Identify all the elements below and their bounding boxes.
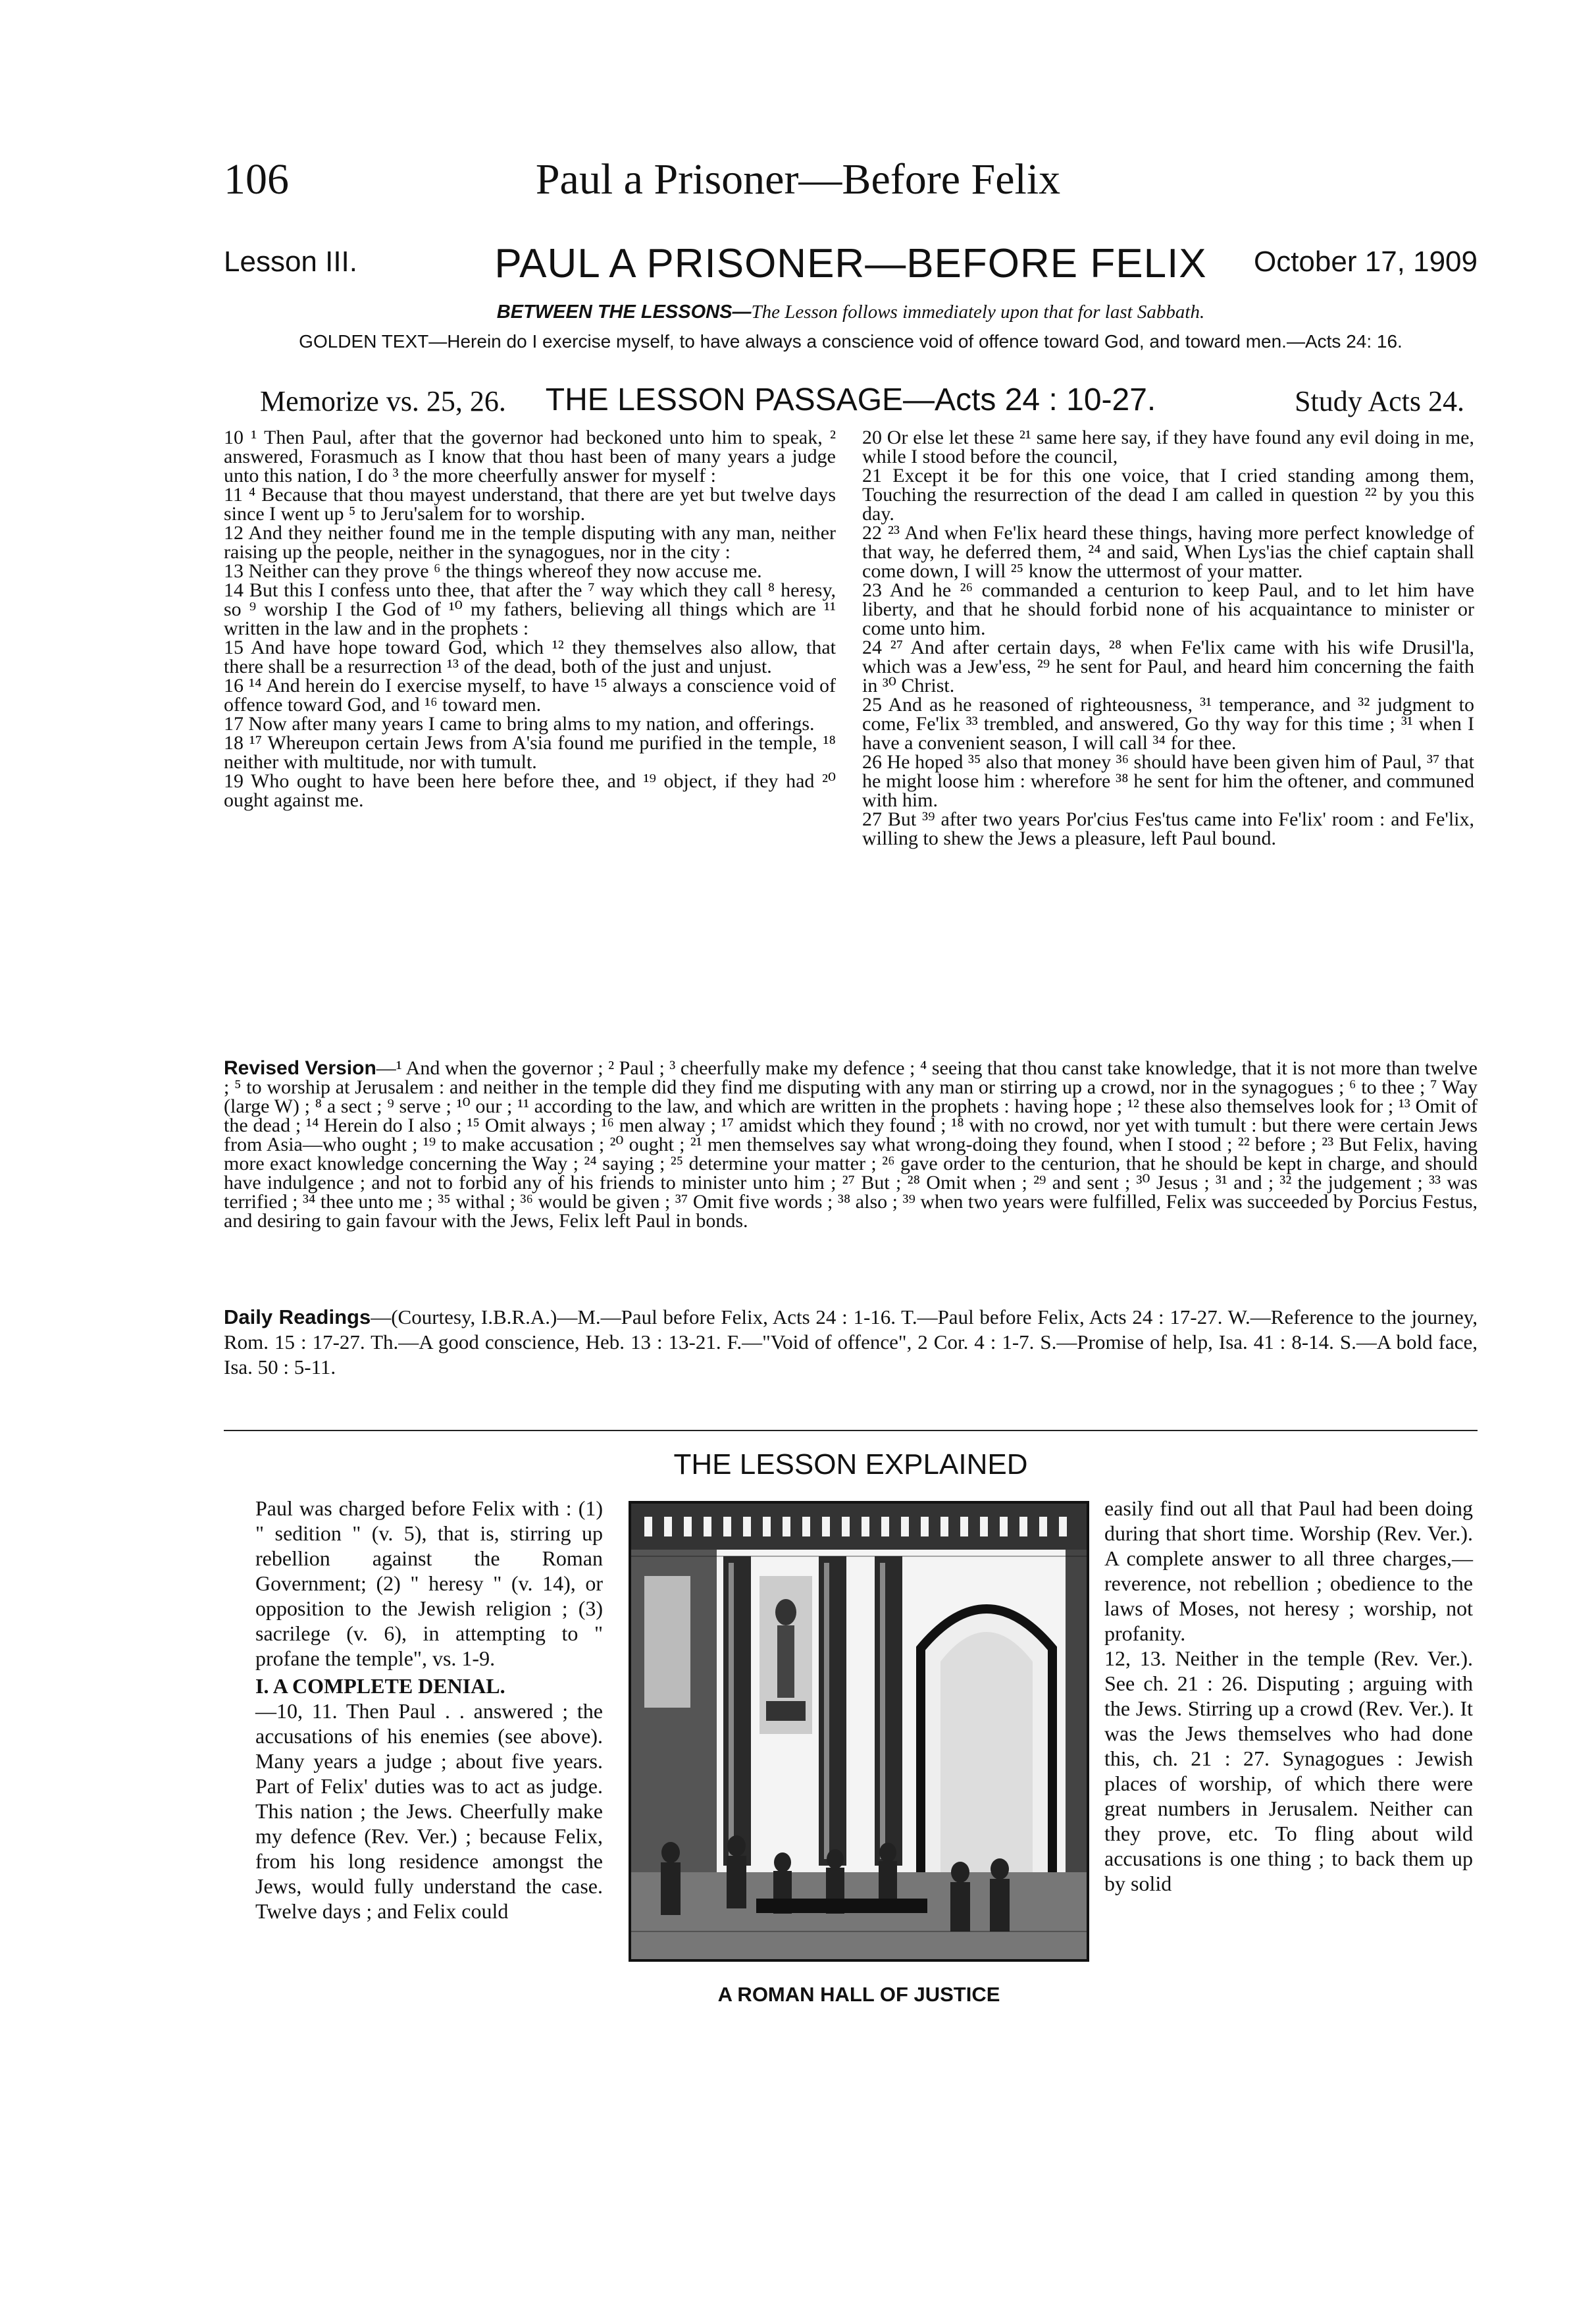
study-note: Study Acts 24. <box>1295 385 1464 417</box>
revised-label: Revised Version <box>224 1057 376 1079</box>
daily-label: Daily Readings <box>224 1305 371 1328</box>
between-label: BETWEEN THE LESSONS— <box>496 302 752 323</box>
explained-left-column <box>255 1496 603 1924</box>
verse: 19 Who ought to have been here before thee, and ¹⁹ object, if they had ²⁰ ought against me. <box>224 770 836 811</box>
lesson-line <box>224 240 1478 286</box>
explained-paragraph: 12, 13. Neither in the temple (Rev. Ver.). See ch. 21 : 26. Disputing ; arguing with the Jews. Stirring up a crowd (Rev. Ver.). It was the Jews themselves who had done this, ch. 21 : 27. Synagogues : Jewish places of worship, of which there were great numbers in Jerusalem. Neither can they prove, etc. To fling about wild accusations is one thing ; to back them up by solid <box>1104 1646 1473 1895</box>
verse: 18 ¹⁷ Whereupon certain Jews from A'sia found me purified in the temple, ¹⁸ neither with multitude, nor with tumult. <box>224 732 836 773</box>
verse: 21 Except it be for this one voice, that I cried standing among them, Touching the resurrection of the dead I am called in question ²² by you this day. <box>862 465 1474 525</box>
verse: 16 ¹⁴ And herein do I exercise myself, to have ¹⁵ always a conscience void of offence toward God, and ¹⁶ toward men. <box>224 675 836 716</box>
verse: 17 Now after many years I came to bring alms to my nation, and offerings. <box>224 713 815 735</box>
revised-text: —¹ And when the governor ; ² Paul ; ³ cheerfully make my defence ; ⁴ seeing that thou canst take knowledge, that it is not more than twelve ; ⁵ to worship at Jerusalem : and neither in the temple did they find me disputing with any man or stirring up a crowd, nor in the synagogues ; ⁶ to thee ; ⁷ Way (large W) ; ⁸ a sect ; ⁹ serve ; ¹⁰ our ; ¹¹ according to the law, and which are written in the prophets : having hope ; ¹² these also themselves look for ; ¹³ Omit of the dead ; ¹⁴ Herein do I also ; ¹⁵ Omit always ; ¹⁶ men alway ; ¹⁷ amidst which they found ; ¹⁸ with no crowd, nor yet with tumult : but there were certain Jews from Asia—who ought ; ¹⁹ to make accusation ; ²⁰ ought ; ²¹ men themselves say what wrong-doing they found, when I stood ; ²² before ; ²³ But Felix, having more exact knowledge concerning the Way ; ²⁴ saying ; ²⁵ determine your matter ; ²⁶ gave order to the centurion, that he should be kept in charge, and should have indulgence ; and not to forbid any of his friends to minister unto him ; ²⁷ But ; ²⁸ Omit when ; ²⁹ and sent ; ³⁰ Jesus ; ³¹ and ; ³² the judgement ; ³³ was terrified ; ³⁴ thee unto me ; ³⁵ withal ; ³⁶ would be given ; ³⁷ Omit five words ; ³⁸ also ; ³⁹ when two years were fulfilled, Felix was succeeded by Porcius Festus, and desiring to gain favour with the Jews, Felix left Paul in bonds. <box>224 1057 1478 1232</box>
running-head <box>0 155 1596 214</box>
verse: 25 And as he reasoned of righteousness, ³¹ temperance, and ³² judgment to come, Fe'lix ³³ trembled, and answered, Go thy way for this time ; ³¹ when I have a convenient season, I will call ³⁴ for thee. <box>862 694 1474 754</box>
memorize-note: Memorize vs. 25, 26. <box>260 385 506 417</box>
explained-heading: I. A COMPLETE DENIAL. <box>255 1674 505 1698</box>
lesson-title: PAUL A PRISONER—BEFORE FELIX <box>494 241 1207 286</box>
verse: 14 But this I confess unto thee, that after the ⁷ way which they call ⁸ heresy, so ⁹ worship I the God of ¹⁰ my fathers, believing all things which are ¹¹ written in the law and in the prophets : <box>224 579 836 639</box>
verse: 12 And they neither found me in the temple disputing with any man, neither raising up the people, neither in the synagogues, nor in the city : <box>224 522 836 563</box>
verse: 10 ¹ Then Paul, after that the governor had beckoned unto him to speak, ² answered, Forasmuch as I know that thou hast been of many years a judge unto this nation, I do ³ the more cheerfully answer for myself : <box>224 427 836 486</box>
roman-hall-illustration <box>629 1501 1089 1962</box>
verse: 20 Or else let these ²¹ same here say, if they have found any evil doing in me, while I stood before the council, <box>862 427 1474 467</box>
verses-left-column <box>224 428 836 810</box>
verse: 22 ²³ And when Fe'lix heard these things, having more perfect knowledge of that way, he deferred them, ²⁴ and said, When Lys'ias the chief captain shall come down, I will ²⁵ know the uttermost of your matter. <box>862 522 1474 582</box>
daily-text: —(Courtesy, I.B.R.A.)—M.—Paul before Felix, Acts 24 : 1-16. T.—Paul before Felix, Acts 24 : 17-27. W.—Reference to the journey, Rom. 15 : 17-27. Th.—A good conscience, Heb. 13 : 13-21. F.—"Void of offence", 2 Cor. 4 : 1-7. S.—Promise of help, Isa. 41 : 8-14. S.—A bold face, Isa. 50 : 5-11. <box>224 1305 1478 1378</box>
verses-right-column <box>862 428 1474 848</box>
verse: 11 ⁴ Because that thou mayest understand, that there are yet but twelve days since I went up ⁵ to Jeru'salem for to worship. <box>224 484 836 525</box>
between-text: The Lesson follows immediately upon that for last Sabbath. <box>751 302 1205 323</box>
verse: 15 And have hope toward God, which ¹² they themselves also allow, that there shall be a resurrection ¹³ of the dead, both of the just and unjust. <box>224 637 836 677</box>
running-title: Paul a Prisoner—Before Felix <box>535 155 1061 203</box>
verse: 26 He hoped ³⁵ also that money ³⁶ should have been given him of Paul, ³⁷ that he might loose him : wherefore ³⁸ he sent for him the oftener, and communed with him. <box>862 751 1474 811</box>
verse: 13 Neither can they prove ⁶ the things whereof they now accuse me. <box>224 560 762 582</box>
revised-version <box>224 1059 1478 1230</box>
golden-text: GOLDEN TEXT—Herein do I exercise myself, to have always a conscience void of offence toward God, and toward men.—Acts 24: 16. <box>299 331 1403 352</box>
verse: 27 But ³⁹ after two years Por'cius Fes'tus came into Fe'lix' room : and Fe'lix, willing to shew the Jews a pleasure, left Paul bound. <box>862 808 1474 849</box>
lesson-number: Lesson III. <box>224 246 358 278</box>
illustration-caption: A ROMAN HALL OF JUSTICE <box>717 1983 1000 2006</box>
passage-title: THE LESSON PASSAGE—Acts 24 : 10-27. <box>545 382 1156 417</box>
page-number: 106 <box>224 155 289 203</box>
section-divider <box>224 1430 1478 1431</box>
explained-body: —10, 11. Then Paul . . answered ; the accusations of his enemies (see above). Many years a judge ; about five years. Part of Felix' duties was to act as judge. This nation ; the Jews. Cheerfully make my defence (Rev. Ver.) ; because Felix, from his long residence amongst the Jews, would fully understand the case. Twelve days ; and Felix could <box>255 1699 603 1923</box>
between-the-lessons <box>224 302 1478 323</box>
passage-heading <box>224 382 1478 419</box>
lesson-date: October 17, 1909 <box>1253 246 1478 278</box>
explained-title: THE LESSON EXPLAINED <box>673 1448 1028 1481</box>
explained-right-column <box>1104 1496 1473 1896</box>
illustration-drawing <box>631 1504 1087 1959</box>
daily-readings <box>224 1305 1478 1380</box>
explained-intro: Paul was charged before Felix with : (1) " sedition " (v. 5), that is, stirring up rebellion against the Roman Government; (2) " heresy " (v. 14), or opposition to the Jewish religion ; (3) sacrilege (v. 6), in attempting to " profane the temple", vs. 1-9. <box>255 1496 603 1670</box>
verse: 24 ²⁷ And after certain days, ²⁸ when Fe'lix came with his wife Drusil'la, which was a Jew'ess, ²⁹ he sent for Paul, and heard him concerning the faith in ³⁰ Christ. <box>862 637 1474 696</box>
explained-paragraph: easily find out all that Paul had been doing during that short time. Worship (Rev. Ver.). A complete answer to all three charges,—reverence, not rebellion ; obedience to the laws of Moses, not heresy ; worship, not profanity. <box>1104 1496 1473 1645</box>
verse: 23 And he ²⁶ commanded a centurion to keep Paul, and to let him have liberty, and that he should forbid none of his acquaintance to minister or come unto him. <box>862 579 1474 639</box>
